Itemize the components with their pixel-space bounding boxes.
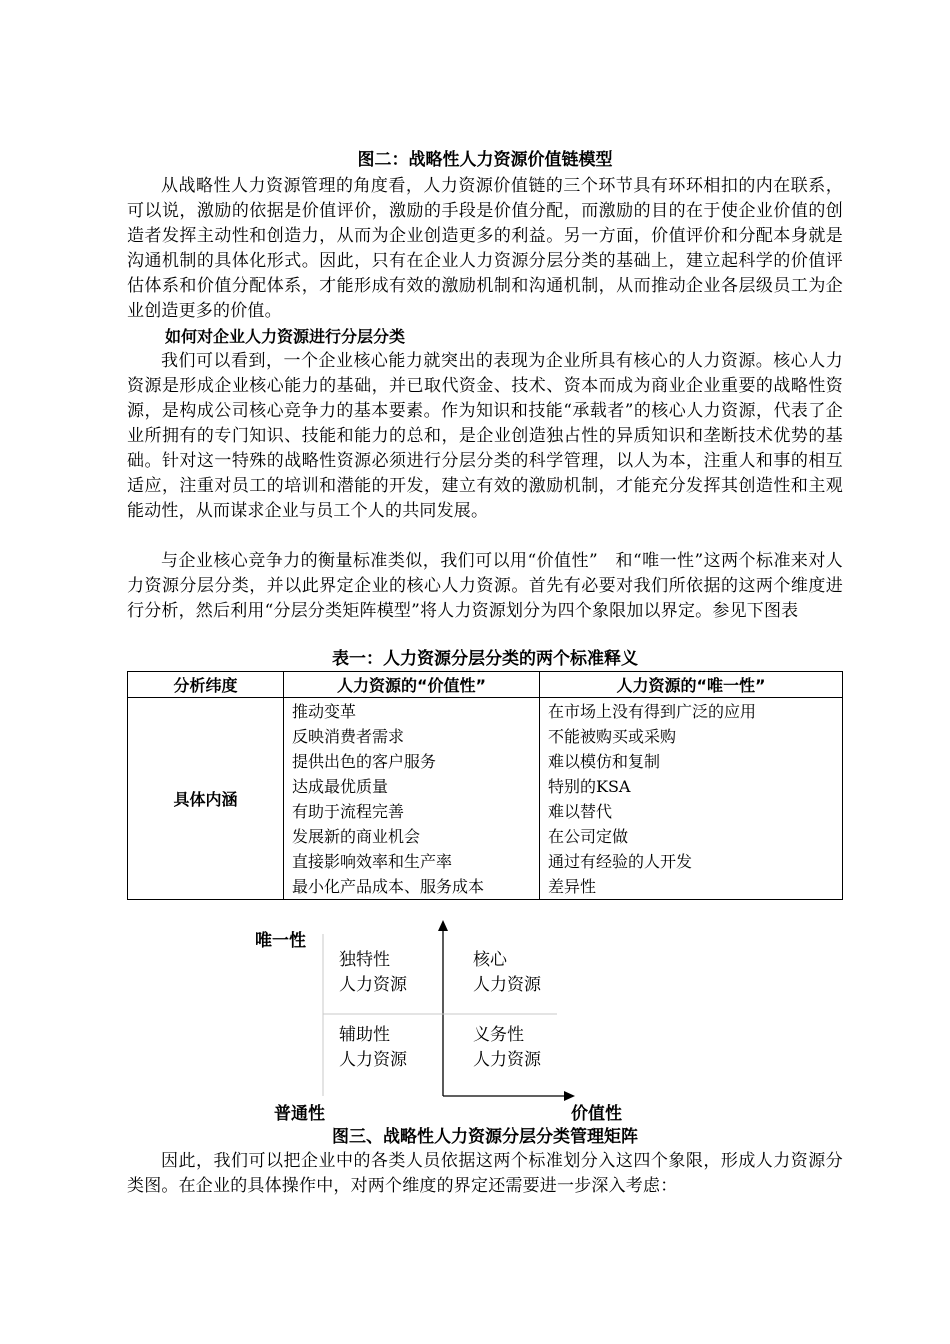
- table-header-value: 人力资源的“价值性”: [284, 672, 540, 698]
- classification-matrix: [127, 920, 843, 1125]
- list-item: 不能被购买或采购: [548, 727, 677, 746]
- paragraph-4: 因此，我们可以把企业中的各类人员依据这两个标准划分入这四个象限，形成人力资源分类图。在企业的具体操作中，对两个维度的界定还需要进一步深入考虑：: [127, 1151, 843, 1196]
- quadrant-label: 义务性: [473, 1025, 524, 1045]
- origin-label: 普通性: [274, 1104, 325, 1124]
- list-item: 特别的KSA: [548, 777, 631, 796]
- list-item: 最小化产品成本、服务成本: [292, 877, 485, 896]
- list-item: 提供出色的客户服务: [292, 752, 437, 771]
- paragraph-2: 我们可以看到，一个企业核心能力就突出的表现为企业所具有核心的人力资源。核心人力资源是形成企业核心能力的基础，并已取代资金、技术、资本而成为商业企业重要的战略性资源，是构成公司核心竞争力的基本要素。作为知识和技能“承载者”的核心人力资源，代表了企业所拥有的专门知识、技能和能力的总和，是企业创造独占性的异质知识和垄断技术优势的基础。针对这一特殊的战略性资源必须进行分层分类的科学管理，以人为本，注重人和事的相互适应，注重对员工的培训和潜能的开发，建立有效的激励机制，才能充分发挥其创造性和主观能动性，从而谋求企业与员工个人的共同发展。: [127, 351, 843, 521]
- table-row-label: 具体内涵: [128, 698, 284, 900]
- quadrant-label: 人力资源: [473, 1050, 541, 1070]
- standards-table: [127, 671, 843, 900]
- quadrant-bottom-left: [339, 1023, 407, 1073]
- quadrant-top-left: [339, 948, 407, 998]
- table-header-uniqueness: 人力资源的“唯一性”: [540, 672, 843, 698]
- quadrant-label: 辅助性: [339, 1025, 390, 1045]
- value-items-cell: [284, 698, 540, 900]
- figure3-caption: 图三、战略性人力资源分层分类管理矩阵: [332, 1127, 638, 1147]
- list-item: 通过有经验的人开发: [548, 852, 693, 871]
- list-item: 直接影响效率和生产率: [292, 852, 453, 871]
- list-item: 难以模仿和复制: [548, 752, 661, 771]
- quadrant-label: 独特性: [339, 950, 390, 970]
- figure2-caption: 图二：战略性人力资源价值链模型: [357, 150, 613, 170]
- list-item: 在公司定做: [548, 827, 629, 846]
- list-item: 反映消费者需求: [292, 727, 405, 746]
- table-header-row: [128, 672, 843, 698]
- list-item: 差异性: [548, 877, 597, 896]
- section-subheading: 如何对企业人力资源进行分层分类: [165, 327, 406, 346]
- x-axis-label: 价值性: [571, 1104, 622, 1124]
- unique-items-cell: [540, 698, 843, 900]
- quadrant-label: 人力资源: [339, 975, 407, 995]
- list-item: 难以替代: [548, 802, 613, 821]
- table-header-dimension: 分析纬度: [128, 672, 284, 698]
- quadrant-bottom-right: [473, 1023, 541, 1073]
- paragraph-3: 与企业核心竞争力的衡量标准类似，我们可以用“价值性” 和“唯一性”这两个标准来对人力资源分层分类，并以此界定企业的核心人力资源。首先有必要对我们所依据的这两个维度进行分析，然后利用“分层分类矩阵模型”将人力资源划分为四个象限加以界定。参见下图表: [127, 551, 843, 621]
- quadrant-top-right: [473, 948, 541, 998]
- quadrant-label: 人力资源: [473, 975, 541, 995]
- y-axis-arrowhead: [438, 920, 448, 931]
- table-row: [128, 698, 843, 900]
- table1-caption: 表一：人力资源分层分类的两个标准释义: [332, 649, 638, 669]
- list-item: 有助于流程完善: [292, 802, 405, 821]
- list-item: 推动变革: [292, 702, 357, 721]
- list-item: 在市场上没有得到广泛的应用: [548, 702, 757, 721]
- quadrant-label: 人力资源: [339, 1050, 407, 1070]
- list-item: 发展新的商业机会: [292, 827, 421, 846]
- paragraph-1: 从战略性人力资源管理的角度看，人力资源价值链的三个环节具有环环相扣的内在联系，可以说，激励的依据是价值评价，激励的手段是价值分配，而激励的目的在于使企业价值的创造者发挥主动性和创造力，从而为企业创造更多的利益。另一方面，价值评价和分配本身就是沟通机制的具体化形式。因此，只有在企业人力资源分层分类的基础上，建立起科学的价值评估体系和价值分配体系，才能形成有效的激励机制和沟通机制，从而推动企业各层级员工为企业创造更多的价值。: [127, 176, 843, 321]
- y-axis-label: 唯一性: [255, 931, 306, 951]
- quadrant-label: 核心: [473, 950, 507, 970]
- list-item: 达成最优质量: [292, 777, 389, 796]
